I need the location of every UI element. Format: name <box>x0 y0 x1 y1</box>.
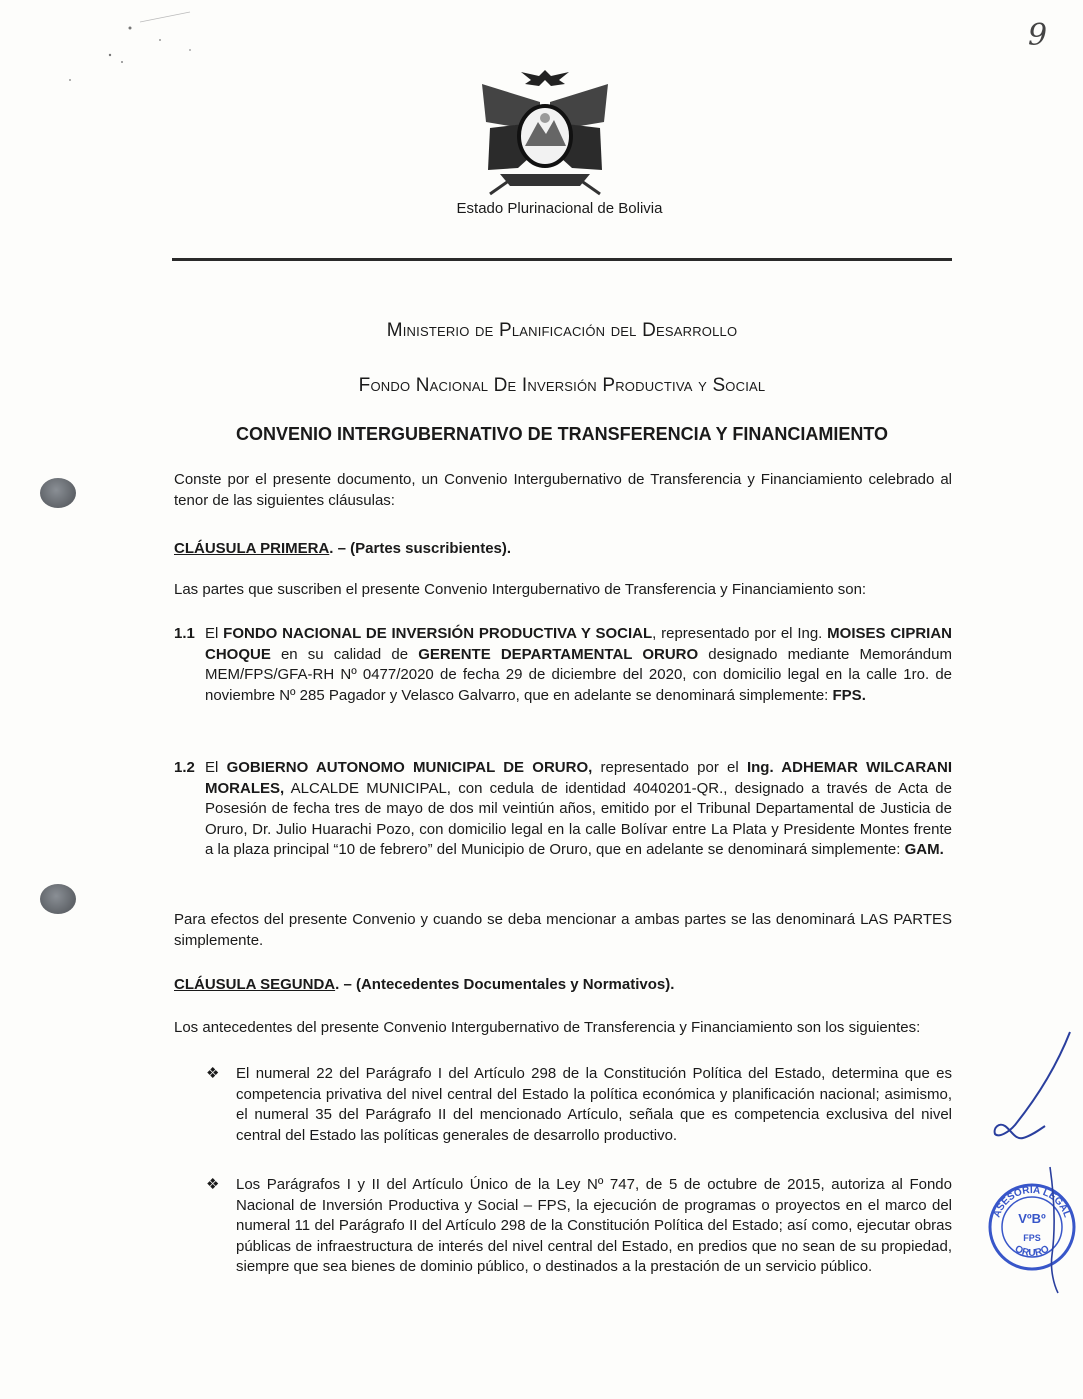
clause-1-lead: Las partes que suscriben el presente Convenio Intergubernativo de Transferencia y Financiamiento son: <box>174 581 867 598</box>
antecedent-bullet-2 <box>206 1175 952 1278</box>
party-item-2-text: El GOBIERNO AUTONOMO MUNICIPAL DE ORURO, representado por el Ing. ADHEMAR WILCARANI MORALES, ALCALDE MUNICIPAL, con cedula de identidad 4040201-QR., designado a través de Acta de Posesión de fecha tres de mayo de dos mil veintiún años, emitido por el Tribunal Departamental de Justicia de Oruro, Dr. Julio Huarachi Pozo, con domicilio legal en la calle Bolívar entre La Plata y Presidente Montes frente a la plaza principal “10 de febrero” del Municipio de Oruro, que en adelante se denominará simplemente: GAM. <box>205 759 952 858</box>
antecedent-bullet-2-text: Los Parágrafos I y II del Artículo Único de la Ley Nº 747, de 5 de octubre de 2015, autoriza al Fondo Nacional de Inversión Productiva y Social – FPS, la ejecución de programas o proyectos en el marco del numeral 11 del Parágrafo II del Artículo 298 de la Constitución Política del Estado; así como, ejecutar obras públicas de infraestructura de interés del nivel central del Estado, en predios que no sean de su propiedad, siempre que sea bienes de dominio público, o destinados a la prestación de un servicio público. <box>236 1176 952 1275</box>
coat-of-arms-emblem <box>470 62 620 202</box>
state-name: Estado Plurinacional de Bolivia <box>456 200 663 217</box>
fund-title: Fondo Nacional De Inversión Productiva y Social <box>358 375 766 396</box>
scan-marks <box>50 10 250 90</box>
clause-1-closing: Para efectos del presente Convenio y cuando se deba mencionar a ambas partes se las denominará LAS PARTES simplemente. <box>174 911 952 949</box>
party-item-2 <box>174 758 952 861</box>
antecedent-bullet-1-text: El numeral 22 del Parágrafo I del Artículo 298 de la Constitución Política del Estado, determina que es competencia privativa del nivel central del Estado la política económica y planificación nacional; asimismo, el numeral 35 del Parágrafo II del mencionado Artículo, señala que es competencia exclusiva del nivel central del Estado las políticas generales de desarrollo productivo. <box>236 1065 952 1144</box>
clause-2-label: CLÁUSULA SEGUNDA <box>174 976 336 993</box>
clause-1-heading <box>174 540 511 557</box>
clause-1-label: CLÁUSULA PRIMERA <box>174 540 330 557</box>
clause-2-heading <box>174 976 674 993</box>
diamond-bullet-icon: ❖ <box>206 1065 220 1082</box>
diamond-bullet-icon: ❖ <box>206 1176 220 1193</box>
clause-2-title: (Antecedentes Documentales y Normativos). <box>355 976 675 993</box>
party-item-1-number: 1.1 <box>174 625 195 642</box>
punch-hole <box>40 884 76 914</box>
svg-text:VºBº: VºBº <box>1018 1211 1046 1226</box>
handwritten-signature <box>985 1030 1075 1170</box>
header-rule <box>172 258 952 261</box>
svg-text:FPS: FPS <box>1023 1233 1041 1243</box>
clause-1-sep: . – <box>329 540 351 557</box>
clause-2-lead: Los antecedentes del presente Convenio Intergubernativo de Transferencia y Financiamiento son los siguientes: <box>174 1019 921 1036</box>
party-item-1 <box>174 624 952 706</box>
svg-text:ASESORÍA LEGAL: ASESORÍA LEGAL <box>991 1184 1073 1220</box>
party-item-2-number: 1.2 <box>174 759 195 776</box>
intro-paragraph: Conste por el presente documento, un Convenio Intergubernativo de Transferencia y Financiamiento celebrado al tenor de las siguientes cláusulas: <box>174 471 952 509</box>
document-title: CONVENIO INTERGUBERNATIVO DE TRANSFERENCIA Y FINANCIAMIENTO <box>235 424 889 444</box>
svg-text:ORURO: ORURO <box>1012 1243 1052 1259</box>
legal-approval-stamp <box>982 1165 1082 1295</box>
clause-1-title: (Partes suscribientes). <box>350 540 512 557</box>
punch-hole <box>40 478 76 508</box>
antecedent-bullet-1 <box>206 1064 952 1146</box>
ministry-title: Ministerio de Planificación del Desarrollo <box>386 320 738 341</box>
clause-2-sep: . – <box>335 976 356 993</box>
party-item-1-text: El FONDO NACIONAL DE INVERSIÓN PRODUCTIVA Y SOCIAL, representado por el Ing. MOISES CIPRIAN CHOQUE en su calidad de GERENTE DEPARTAMENTAL ORURO designado mediante Memorándum MEM/FPS/GFA-RH Nº 0477/2020 de fecha 29 de diciembre del 2020, con domicilio legal en la calle 1ro. de noviembre Nº 285 Pagador y Velasco Galvarro, que en adelante se denominará simplemente: FPS. <box>205 625 953 704</box>
page-number: 9 <box>1028 18 1048 53</box>
